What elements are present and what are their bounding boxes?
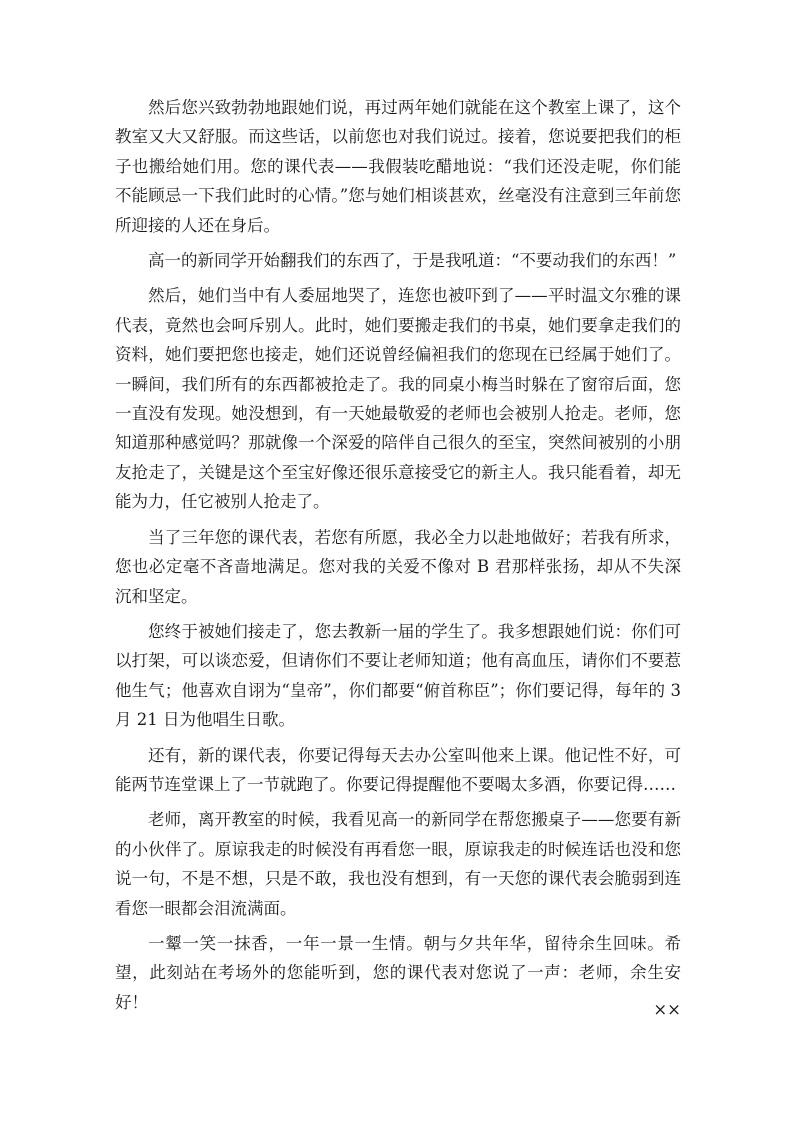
paragraph: 然后您兴致勃勃地跟她们说，再过两年她们就能在这个教室上课了，这个教室又大又舒服。而这些话，以前您也对我们说过。接着，您说要把我们的柜子也搬给她们用。您的课代表——我假装吃醋地说：“我们还没走呢，你们能不能顾忌一下我们此时的心情。”您与她们相谈甚欢，丝毫没有注意到三年前您所迎接的人还在身后。: [115, 98, 681, 235]
paragraph: 老师，离开教室的时候，我看见高一的新同学在帮您搬桌子——您要有新的小伙伴了。原谅我走的时候没有再看您一眼，原谅我走的时候连话也没和您说一句，不是不想，只是不敢，我也没有想到，有一天您的课代表会脆弱到连看您一眼都会泪流满面。: [115, 810, 681, 918]
paragraph: 一颦一笑一抹香，一年一景一生情。朝与夕共年华，留待余生回味。希望，此刻站在考场外的您能听到，您的课代表对您说了一声：老师，余生安好！: [115, 933, 681, 1012]
essay-body: [115, 93, 681, 1023]
paragraph: 然后，她们当中有人委屈地哭了，连您也被吓到了——平时温文尔雅的课代表，竟然也会呵斥别人。此时，她们要搬走我们的书桌，她们要拿走我们的资料，她们要把您也接走，她们还说曾经偏袒我们的您现在已经属于她们了。一瞬间，我们所有的东西都被抢走了。我的同桌小梅当时躲在了窗帘后面，您一直没有发现。她没想到，有一天她最敬爱的老师也会被别人抢走。老师，您知道那种感觉吗？那就像一个深爱的陪伴自己很久的至宝，突然间被别的小朋友抢走了，关键是这个至宝好像还很乐意接受它的新主人。我只能看着，却无能为力，任它被别人抢走了。: [115, 286, 681, 512]
paragraph: 还有，新的课代表，你要记得每天去办公室叫他来上课。他记性不好，可能两节连堂课上了一节就跑了。你要记得提醒他不要喝太多酒，你要记得……: [115, 745, 681, 794]
paragraph: 当了三年您的课代表，若您有所愿，我必全力以赴地做好；若我有所求，您也必定毫不吝啬地满足。您对我的关爱不像对 B 君那样张扬，却从不失深沉和坚定。: [115, 527, 681, 606]
author-signature: ××: [653, 1000, 681, 1019]
paragraph: 您终于被她们接走了，您去教新一届的学生了。我多想跟她们说：你们可以打架，可以谈恋爱，但请你们不要让老师知道；他有高血压，请你们不要惹他生气；他喜欢自诩为“皇帝”，你们都要“俯首称臣”；你们要记得，每年的 3 月 21 日为他唱生日歌。: [115, 621, 681, 730]
paragraph: 高一的新同学开始翻我们的东西了，于是我吼道：“不要动我们的东西！”: [148, 251, 677, 271]
